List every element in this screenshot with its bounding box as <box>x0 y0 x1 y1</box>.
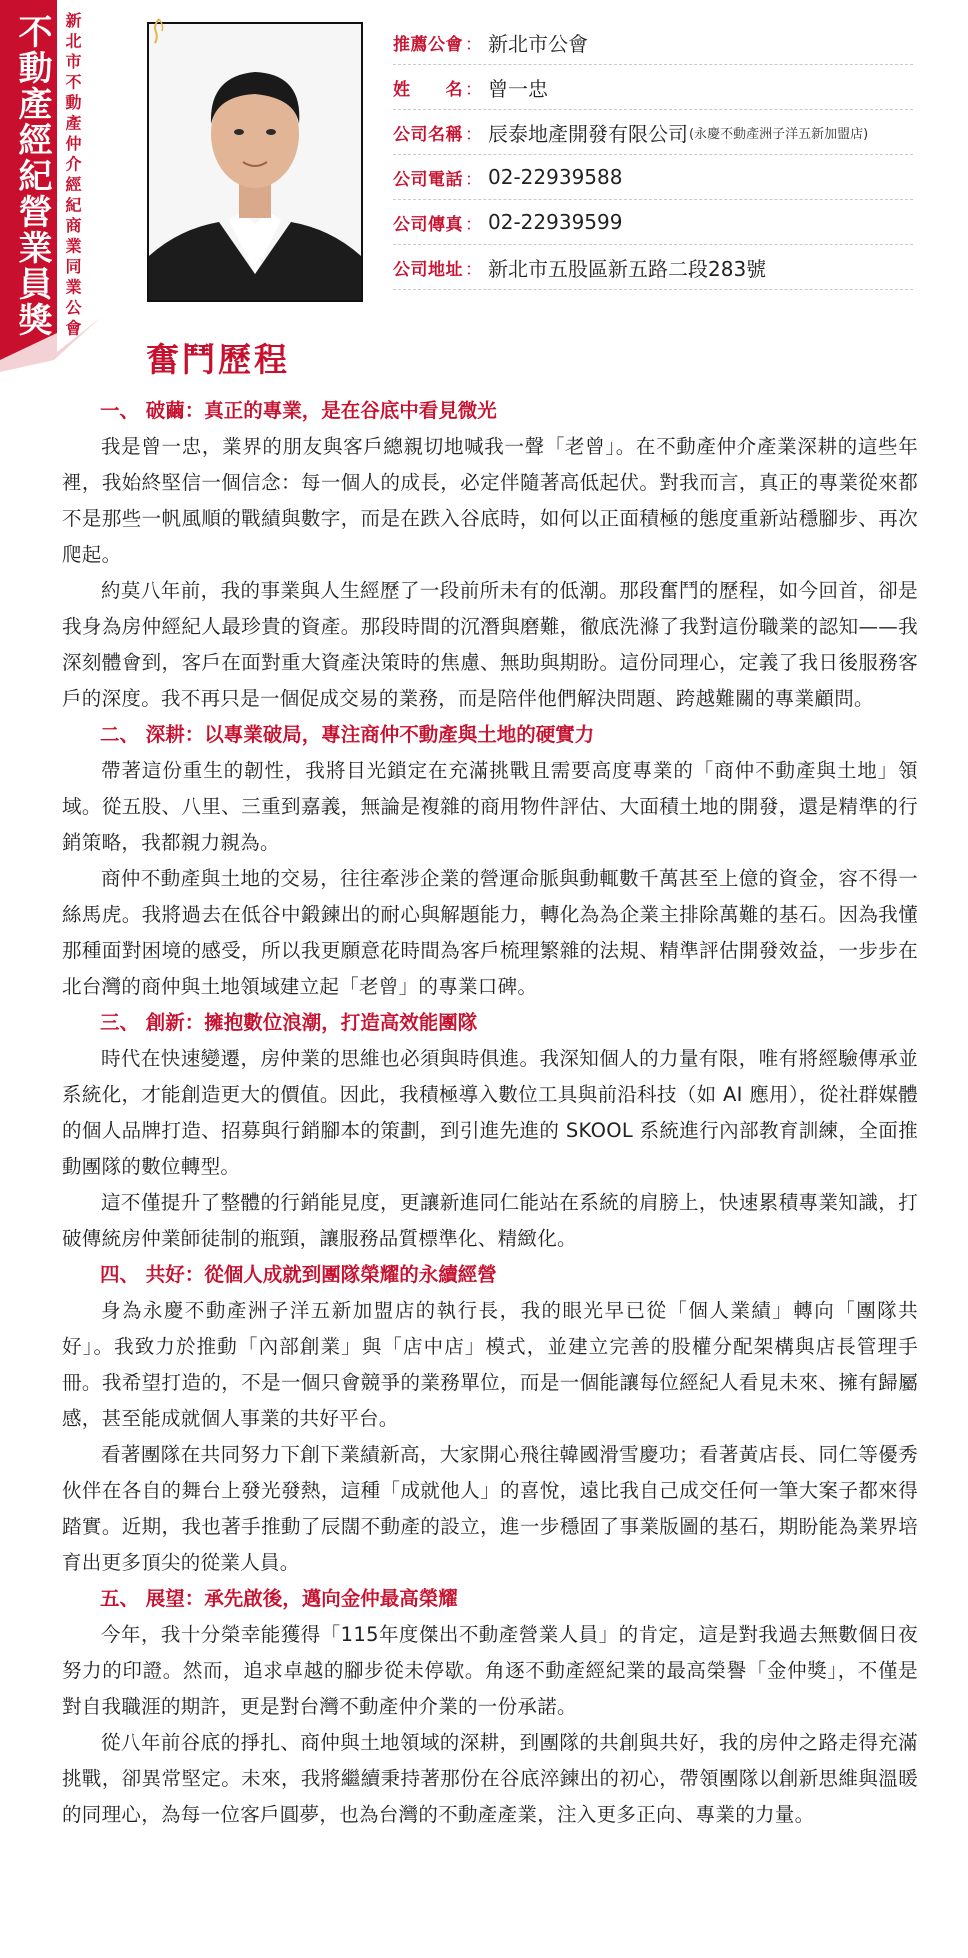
paragraph: 這不僅提升了整體的行銷能見度，更讓新進同仁能站在系統的肩膀上，快速累積專業知識，打破傳統房仲業師徒制的瓶頸，讓服務品質標準化、精緻化。 <box>62 1191 918 1250</box>
paragraph: 我是曾一忠，業界的朋友與客戶總親切地喊我一聲「老曾」。在不動產仲介產業深耕的這些年裡，我始終堅信一個信念：每一個人的成長，必定伴隨著高低起伏。對我而言，真正的專業從來都不是那些一帆風順的戰績與數字，而是在跌入谷底時，如何以正面積極的態度重新站穩腳步、再次爬起。 <box>62 435 918 566</box>
article-heading: 奮鬥歷程 <box>146 340 290 379</box>
profile-value: 曾一忠 <box>488 76 548 101</box>
profile-info <box>393 20 913 290</box>
profile-label: 公司電話 <box>393 169 463 190</box>
profile-value: 新北市五股區新五路二段283號 <box>488 256 767 281</box>
profile-value: 辰泰地產開發有限公司 <box>488 121 688 146</box>
profile-value: 02-22939588 <box>488 165 623 189</box>
section <box>62 393 918 717</box>
ornament-icon <box>152 18 166 44</box>
article-body <box>62 393 918 1833</box>
paragraph: 約莫八年前，我的事業與人生經歷了一段前所未有的低潮。那段奮鬥的歷程，如今回首，卻是我身為房仲經紀人最珍貴的資產。那段時間的沉潛與磨難，徹底洗滌了我對這份職業的認知——我深刻體會到，客戶在面對重大資產決策時的焦慮、無助與期盼。這份同理心，定義了我日後服務客戶的深度。我不再只是一個促成交易的業務，而是陪伴他們解決問題、跨越難關的專業顧問。 <box>62 579 918 710</box>
paragraph: 時代在快速變遷，房仲業的思維也必須與時俱進。我深知個人的力量有限，唯有將經驗傳承並系統化，才能創造更大的價值。因此，我積極導入數位工具與前沿科技（如 AI 應用），從社群媒體的個人品牌打造、招募與行銷腳本的策劃，到引進先進的 SKOOL 系統進行內部教育訓練，全面推動團隊的數位轉型。 <box>62 1047 918 1178</box>
profile-row-phone <box>393 155 913 200</box>
section <box>62 1581 918 1833</box>
profile-value: 02-22939599 <box>488 210 623 234</box>
section-title: 三、 創新：擁抱數位浪潮，打造高效能團隊 <box>100 1011 478 1034</box>
profile-row-name <box>393 65 913 110</box>
person-silhouette-icon <box>149 24 361 300</box>
section-title: 四、 共好：從個人成就到團隊榮耀的永續經營 <box>100 1263 497 1286</box>
colon: ： <box>465 214 482 235</box>
section <box>62 1005 918 1257</box>
paragraph: 看著團隊在共同努力下創下業績新高，大家開心飛往韓國滑雪慶功；看著黃店長、同仁等優秀伙伴在各自的舞台上發光發熱，這種「成就他人」的喜悅，遠比我自己成交任何一筆大案子都來得踏實。近期，我也著手推動了辰闊不動產的設立，進一步穩固了事業版圖的基石，期盼能為業界培育出更多頂尖的從業人員。 <box>62 1443 918 1574</box>
colon: ： <box>465 34 482 55</box>
profile-row-fax <box>393 200 913 245</box>
paragraph: 今年，我十分榮幸能獲得「115年度傑出不動產營業人員」的肯定，這是對我過去無數個日夜努力的印證。然而，追求卓越的腳步從未停歇。角逐不動產經紀業的最高榮譽「金仲獎」，不僅是對自我職涯的期許，更是對台灣不動產仲介業的一份承諾。 <box>62 1623 918 1718</box>
profile-row-company <box>393 110 913 155</box>
profile-label: 姓 名 <box>393 79 463 100</box>
section <box>62 717 918 1005</box>
colon: ： <box>465 259 482 280</box>
section-title: 二、 深耕：以專業破局，專注商仲不動產與土地的硬實力 <box>100 723 595 746</box>
paragraph: 帶著這份重生的韌性，我將目光鎖定在充滿挑戰且需要高度專業的「商仲不動產與土地」領域。從五股、八里、三重到嘉義，無論是複雜的商用物件評估、大面積土地的開發，還是精準的行銷策略，我都親力親為。 <box>62 759 918 854</box>
paragraph: 身為永慶不動產洲子洋五新加盟店的執行長，我的眼光早已從「個人業績」轉向「團隊共好」。我致力於推動「內部創業」與「店中店」模式，並建立完善的股權分配架構與店長管理手冊。我希望打造的，不是一個只會競爭的業務單位，而是一個能讓每位經紀人看見未來、擁有歸屬感，甚至能成就個人事業的共好平台。 <box>62 1299 918 1430</box>
section-title: 一、 破繭：真正的專業，是在谷底中看見微光 <box>100 399 497 422</box>
colon: ： <box>465 124 482 145</box>
colon: ： <box>465 79 482 100</box>
profile-row-association <box>393 20 913 65</box>
profile-label: 公司地址 <box>393 259 463 280</box>
paragraph: 商仲不動產與土地的交易，往往牽涉企業的營運命脈與動輒數千萬甚至上億的資金，容不得一絲馬虎。我將過去在低谷中鍛鍊出的耐心與解題能力，轉化為為企業主排除萬難的基石。因為我懂那種面對困境的感受，所以我更願意花時間為客戶梳理繁雜的法規、精準評估開發效益，一步步在北台灣的商仲與土地領域建立起「老曾」的專業口碑。 <box>62 867 918 998</box>
profile-value: 新北市公會 <box>488 31 588 56</box>
paragraph: 從八年前谷底的掙扎、商仲與土地領域的深耕，到團隊的共創與共好，我的房仲之路走得充滿挑戰，卻異常堅定。未來，我將繼續秉持著那份在谷底淬鍊出的初心，帶領團隊以創新思維與溫暖的同理心，為每一位客戶圓夢，也為台灣的不動產產業，注入更多正向、專業的力量。 <box>62 1731 918 1826</box>
award-banner <box>0 0 100 372</box>
association-name: 新北市不動產仲介經紀商業同業公會 <box>63 12 82 340</box>
profile-label: 推薦公會 <box>393 34 463 55</box>
colon: ： <box>465 169 482 190</box>
profile-label: 公司名稱 <box>393 124 463 145</box>
section <box>62 1257 918 1581</box>
section-title: 五、 展望：承先啟後，邁向金仲最高榮耀 <box>100 1587 458 1610</box>
profile-label: 公司傳真 <box>393 214 463 235</box>
award-title: 不動產經紀營業員獎 <box>12 14 52 338</box>
portrait-photo <box>147 22 363 302</box>
profile-note: (永慶不動產洲子洋五新加盟店) <box>689 126 869 142</box>
profile-row-address <box>393 245 913 290</box>
